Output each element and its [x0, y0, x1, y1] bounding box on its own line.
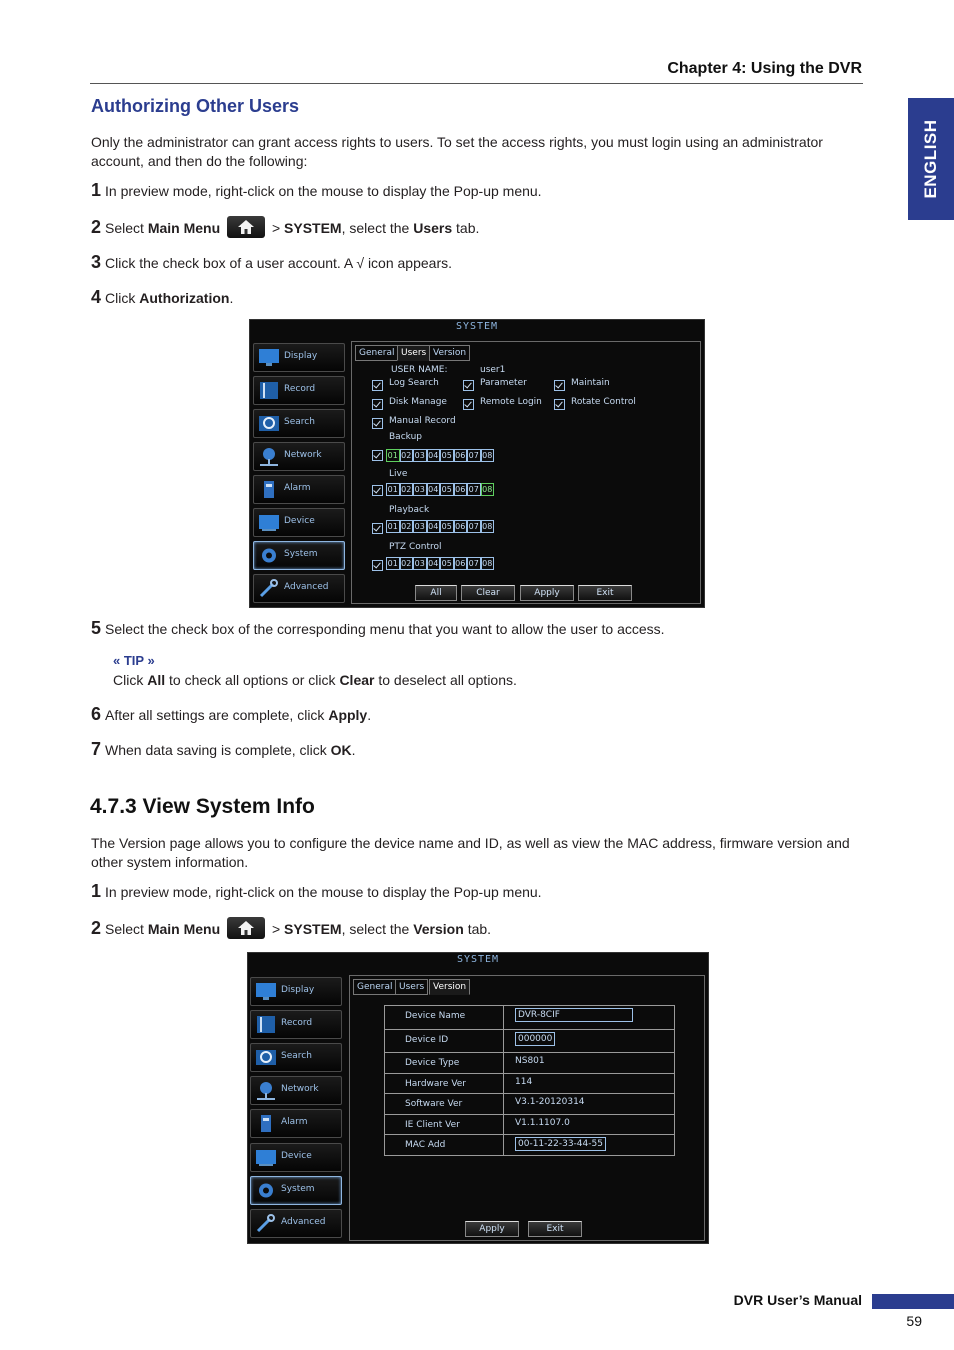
- menu-label: Search: [284, 417, 315, 427]
- channel-box[interactable]: 02: [401, 559, 412, 568]
- perm-label: Maintain: [571, 378, 610, 388]
- step-number: 6: [91, 704, 102, 724]
- row-label: Device Type: [405, 1058, 460, 1068]
- user-name-label: USER NAME:: [391, 365, 448, 375]
- step-2-version: [91, 918, 491, 941]
- ok-label: OK: [330, 742, 352, 758]
- channel-box[interactable]: 03: [414, 559, 425, 568]
- channel-box[interactable]: 06: [455, 559, 466, 568]
- menu-search[interactable]: [250, 1043, 342, 1072]
- step-4: [91, 287, 233, 308]
- channel-box[interactable]: 08: [482, 485, 493, 494]
- perm-label: Manual Record: [389, 416, 456, 426]
- tab-users[interactable]: Users: [395, 979, 428, 995]
- checkbox-rotate-control[interactable]: [554, 399, 565, 410]
- channel-box[interactable]: 01: [387, 485, 398, 494]
- apply-button[interactable]: Apply: [520, 585, 574, 601]
- table-row: [385, 1115, 674, 1135]
- table-row: [385, 1135, 674, 1156]
- step-arrow: >: [271, 921, 281, 937]
- channel-box[interactable]: 08: [482, 451, 493, 460]
- checkbox-live[interactable]: [372, 485, 383, 496]
- tab-users[interactable]: Users: [397, 345, 430, 361]
- tab-version[interactable]: Version: [429, 979, 470, 995]
- menu-advanced[interactable]: [250, 1209, 342, 1238]
- channel-box[interactable]: 05: [441, 485, 452, 494]
- step-text-end: .: [351, 742, 356, 758]
- chapter-header: Chapter 4: Using the DVR: [667, 60, 862, 77]
- tip-text-pre: Click: [113, 672, 144, 688]
- step-text-post: , select the: [341, 220, 410, 236]
- section-title-authorizing: Authorizing Other Users: [91, 96, 300, 116]
- menu-record[interactable]: [253, 376, 345, 405]
- menu-label: Alarm: [281, 1117, 308, 1127]
- step-number: 7: [91, 739, 102, 759]
- step-5: [91, 618, 665, 639]
- menu-label: Record: [281, 1018, 313, 1028]
- section2-intro: The Version page allows you to configure the device name and ID, as well as view the MAC address, firmware version and other system information.: [91, 835, 850, 870]
- tab-general[interactable]: General: [355, 345, 398, 361]
- version-info-table: [384, 1005, 675, 1156]
- menu-label: System: [284, 549, 318, 559]
- channel-box[interactable]: 01: [387, 451, 398, 460]
- monitor-icon: [258, 347, 280, 368]
- perm-label: Disk Manage: [389, 397, 447, 407]
- device-type-value: NS801: [515, 1056, 545, 1066]
- channel-box[interactable]: 04: [428, 451, 439, 460]
- group-label-ptz: PTZ Control: [389, 542, 442, 552]
- perm-label: Parameter: [480, 378, 527, 388]
- network-icon: [255, 1080, 277, 1101]
- menu-label: Record: [284, 384, 316, 394]
- menu-display[interactable]: [250, 977, 342, 1006]
- menu-label: Display: [281, 985, 315, 995]
- version-tab-screenshot: [247, 952, 709, 1244]
- group-label-playback: Playback: [389, 505, 430, 515]
- exit-button[interactable]: Exit: [528, 1221, 582, 1237]
- checkbox-disk-manage[interactable]: [372, 399, 383, 410]
- row-label: Hardware Ver: [405, 1079, 467, 1089]
- menu-device[interactable]: [250, 1143, 342, 1172]
- menu-label: Advanced: [284, 582, 329, 592]
- step-text-pre: Click: [105, 290, 136, 306]
- checkbox-ptz-control[interactable]: [372, 560, 383, 571]
- header-rule: [90, 83, 863, 84]
- exit-button[interactable]: Exit: [578, 585, 632, 601]
- step-number: 3: [91, 252, 102, 272]
- clear-button[interactable]: Clear: [461, 585, 515, 601]
- row-label: Device ID: [405, 1035, 449, 1045]
- table-row: [385, 1074, 674, 1094]
- channel-group-live: [386, 483, 494, 496]
- checkbox-manual-record[interactable]: [372, 418, 383, 429]
- channel-box[interactable]: 03: [414, 522, 425, 531]
- group-label-live: Live: [389, 469, 408, 479]
- row-label: Software Ver: [405, 1099, 463, 1109]
- channel-box[interactable]: 06: [455, 522, 466, 531]
- step-number: 2: [91, 918, 102, 938]
- gear-icon: [255, 1180, 277, 1201]
- step-text-end: .: [367, 707, 372, 723]
- step-text-pre: Select: [105, 921, 144, 937]
- tip-text-end: to deselect all options.: [378, 672, 517, 688]
- monitor-icon: [255, 981, 277, 1002]
- menu-label: Device: [284, 516, 315, 526]
- system-label: SYSTEM: [284, 921, 342, 937]
- menu-alarm[interactable]: [253, 475, 345, 504]
- tab-general[interactable]: General: [353, 979, 396, 995]
- alarm-icon: [255, 1113, 277, 1134]
- channel-box[interactable]: 01: [387, 522, 398, 531]
- group-label-backup: Backup: [389, 432, 422, 442]
- step-text: Click the check box of a user account. A √ icon appears.: [105, 255, 453, 271]
- footer-manual-title: DVR User’s Manual: [733, 1292, 862, 1308]
- menu-label: Search: [281, 1051, 312, 1061]
- table-row: [385, 1006, 674, 1030]
- record-icon: [255, 1014, 277, 1035]
- channel-box[interactable]: 06: [455, 451, 466, 460]
- network-icon: [258, 446, 280, 467]
- table-row: [385, 1094, 674, 1115]
- search-icon: [255, 1047, 277, 1068]
- menu-network[interactable]: [253, 442, 345, 471]
- footer-accent-bar: [872, 1294, 954, 1309]
- user-name-value: user1: [480, 365, 506, 375]
- checkbox-backup[interactable]: [372, 450, 383, 461]
- search-icon: [258, 413, 280, 434]
- channel-box[interactable]: 04: [428, 522, 439, 531]
- tip-clear-label: Clear: [339, 672, 375, 688]
- all-button[interactable]: All: [415, 585, 457, 601]
- channel-box[interactable]: 07: [468, 559, 479, 568]
- step-number: 5: [91, 618, 102, 638]
- apply-label: Apply: [328, 707, 368, 723]
- channel-group-backup: [386, 449, 494, 462]
- channel-box[interactable]: 05: [441, 451, 452, 460]
- menu-system[interactable]: [253, 541, 345, 570]
- gear-icon: [258, 545, 280, 566]
- checkbox-remote-login[interactable]: [463, 399, 474, 410]
- device-id-field[interactable]: 000000: [515, 1032, 555, 1046]
- step-number: 1: [91, 180, 102, 200]
- channel-box[interactable]: 08: [482, 522, 493, 531]
- step-number: 4: [91, 287, 102, 307]
- section1-intro: Only the administrator can grant access rights to users. To set the access rights, you must login using an administrator account, and then do the following:: [91, 134, 823, 169]
- step-text: In preview mode, right-click on the mouse to display the Pop-up menu.: [105, 884, 542, 900]
- perm-label: Log Search: [389, 378, 439, 388]
- menu-system[interactable]: [250, 1176, 342, 1205]
- menu-label: Advanced: [281, 1217, 326, 1227]
- step-7: [91, 739, 356, 760]
- alarm-icon: [258, 479, 280, 500]
- channel-box[interactable]: 03: [414, 485, 425, 494]
- step-1: [91, 180, 542, 201]
- system-label: SYSTEM: [284, 220, 342, 236]
- record-icon: [258, 380, 280, 401]
- step-text-pre: After all settings are complete, click: [105, 707, 325, 723]
- channel-box[interactable]: 06: [455, 485, 466, 494]
- language-tab-label: ENGLISH: [921, 119, 940, 199]
- section-title-view-system-info: 4.7.3 View System Info: [90, 795, 315, 818]
- channel-box[interactable]: 08: [482, 559, 493, 568]
- channel-box[interactable]: 03: [414, 451, 425, 460]
- language-tab: [908, 98, 954, 220]
- step-text-pre: When data saving is complete, click: [105, 742, 327, 758]
- step-number: 2: [91, 217, 102, 237]
- checkbox-log-search[interactable]: [372, 380, 383, 391]
- apply-button[interactable]: Apply: [465, 1221, 519, 1237]
- checkbox-playback[interactable]: [372, 523, 383, 534]
- channel-box[interactable]: 02: [401, 451, 412, 460]
- step-text-end: tab.: [467, 921, 492, 937]
- menu-alarm[interactable]: [250, 1109, 342, 1138]
- channel-group-ptz: [386, 557, 494, 570]
- home-icon: [227, 216, 265, 238]
- menu-label: Alarm: [284, 483, 311, 493]
- checkbox-parameter[interactable]: [463, 380, 474, 391]
- step-2: [91, 217, 479, 240]
- step-arrow: >: [271, 220, 281, 236]
- row-label: Device Name: [405, 1011, 466, 1021]
- perm-label: Rotate Control: [571, 397, 636, 407]
- menu-label: Network: [281, 1084, 319, 1094]
- step-text-end: .: [229, 290, 234, 306]
- menu-network[interactable]: [250, 1076, 342, 1105]
- channel-group-playback: [386, 520, 494, 533]
- step-number: 1: [91, 881, 102, 901]
- menu-label: Device: [281, 1151, 312, 1161]
- table-row: [385, 1030, 674, 1053]
- row-label: MAC Add: [405, 1140, 446, 1150]
- step-text-pre: Select: [105, 220, 144, 236]
- channel-box[interactable]: 01: [387, 559, 398, 568]
- channel-box[interactable]: 02: [401, 485, 412, 494]
- wrench-icon: [255, 1213, 277, 1234]
- device-name-field[interactable]: DVR-8CIF: [515, 1008, 633, 1022]
- home-icon: [227, 917, 265, 939]
- wrench-icon: [258, 578, 280, 599]
- tip-text-mid: to check all options or click: [169, 672, 336, 688]
- menu-record[interactable]: [250, 1010, 342, 1039]
- row-label: IE Client Ver: [405, 1120, 460, 1130]
- channel-box[interactable]: 07: [468, 485, 479, 494]
- channel-box[interactable]: 07: [468, 522, 479, 531]
- main-menu-label: Main Menu: [147, 921, 221, 937]
- tip-all-label: All: [147, 672, 166, 688]
- hardware-ver-value: 114: [515, 1077, 533, 1087]
- step-6: [91, 704, 371, 725]
- step-text: In preview mode, right-click on the mouse to display the Pop-up menu.: [105, 183, 542, 199]
- channel-box[interactable]: 02: [401, 522, 412, 531]
- step-text-end: tab.: [456, 220, 480, 236]
- menu-advanced[interactable]: [253, 574, 345, 603]
- screen-title: SYSTEM: [455, 321, 499, 332]
- checkbox-maintain[interactable]: [554, 380, 565, 391]
- channel-box[interactable]: 04: [428, 485, 439, 494]
- software-ver-value: V3.1-20120314: [515, 1097, 585, 1107]
- perm-label: Remote Login: [480, 397, 542, 407]
- channel-box[interactable]: 05: [441, 522, 452, 531]
- tip-label: « TIP »: [113, 653, 155, 668]
- menu-label: Network: [284, 450, 322, 460]
- step-3: [91, 252, 452, 273]
- screen-title: SYSTEM: [456, 954, 500, 965]
- tip-text: [113, 672, 517, 688]
- users-tab-screenshot: [249, 319, 705, 608]
- channel-box[interactable]: 07: [468, 451, 479, 460]
- table-row: [385, 1053, 674, 1074]
- main-menu-label: Main Menu: [147, 220, 221, 236]
- tab-version[interactable]: Version: [429, 345, 470, 361]
- page-number: 59: [906, 1313, 922, 1329]
- channel-box[interactable]: 04: [428, 559, 439, 568]
- menu-label: Display: [284, 351, 318, 361]
- device-icon: [255, 1147, 277, 1168]
- channel-box[interactable]: 05: [441, 559, 452, 568]
- step-1-version: [91, 881, 542, 902]
- device-icon: [258, 512, 280, 533]
- mac-address-field: 00-11-22-33-44-55: [515, 1137, 606, 1151]
- users-label: Users: [413, 220, 453, 236]
- version-label: Version: [413, 921, 464, 937]
- authorization-label: Authorization: [139, 290, 230, 306]
- step-text-post: , select the: [341, 921, 410, 937]
- menu-device[interactable]: [253, 508, 345, 537]
- menu-display[interactable]: [253, 343, 345, 372]
- step-text: Select the check box of the corresponding menu that you want to allow the user to access.: [105, 621, 665, 637]
- menu-label: System: [281, 1184, 315, 1194]
- menu-search[interactable]: [253, 409, 345, 438]
- ie-client-ver-value: V1.1.1107.0: [515, 1118, 570, 1128]
